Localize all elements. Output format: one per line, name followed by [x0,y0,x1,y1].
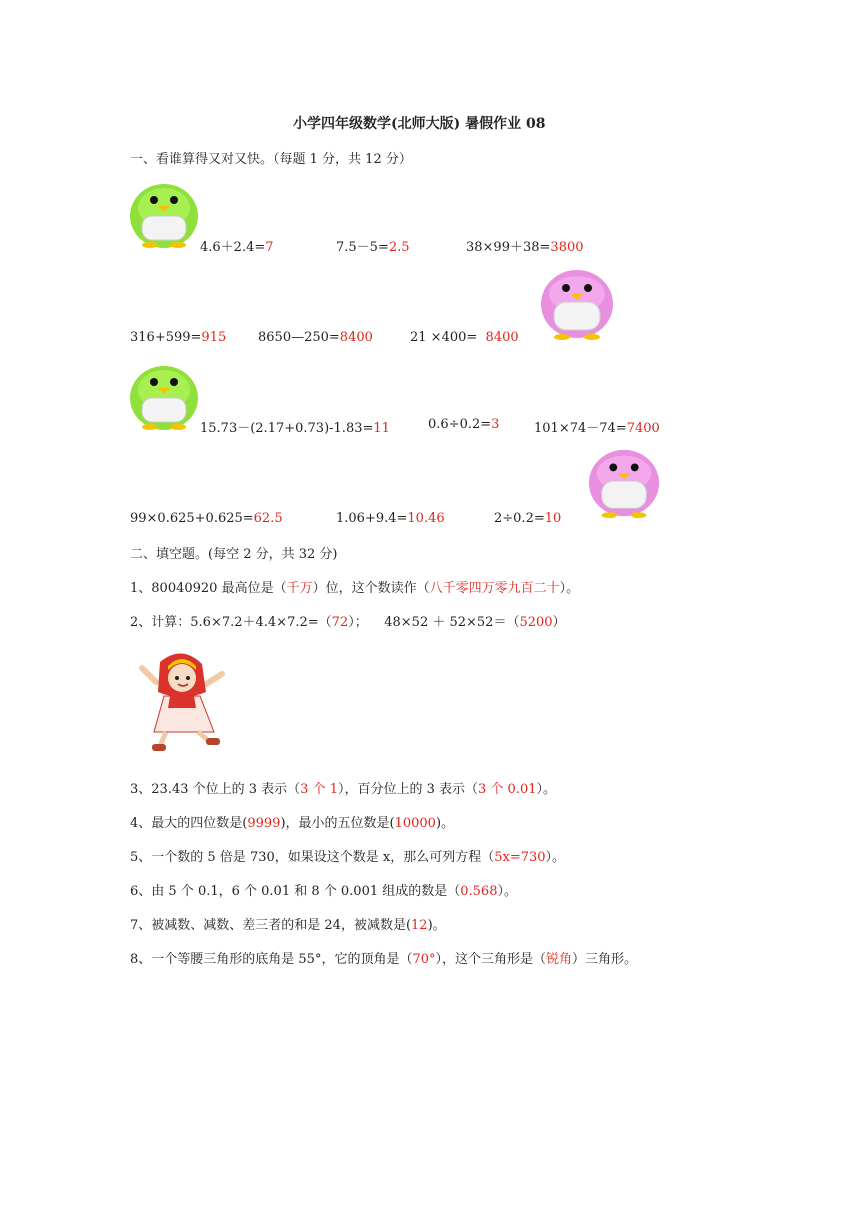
problem: 38×99＋38=3800 [466,240,584,255]
question-2: 2、计算：5.6×7.2＋4.4×7.2=（72）； 48×52 ＋ 52×52＝（5200） [130,615,566,630]
problem: 21 ×400= 8400 [410,330,519,345]
girl-illustration [136,648,228,752]
problem: 4.6＋2.4=7 [200,240,274,255]
green-penguin-icon [128,178,200,250]
pink-penguin-icon [536,266,618,342]
question-5: 5、一个数的 5 倍是 730，如果设这个数是 x，那么可列方程（5x=730）。 [130,850,566,865]
question-7: 7、被减数、减数、差三者的和是 24，被减数是(12)。 [130,918,446,933]
problem: 0.6÷0.2=3 [428,417,500,432]
question-1: 1、80040920 最高位是（千万）位，这个数读作（八千零四万零九百二十）。 [130,581,580,596]
problem: 7.5－5=2.5 [336,240,410,255]
page-title: 小学四年级数学(北师大版) 暑假作业 08 [293,116,546,132]
question-4: 4、最大的四位数是(9999)，最小的五位数是(10000)。 [130,816,455,831]
pink-penguin-icon [584,446,664,520]
question-6: 6、由 5 个 0.1，6 个 0.01 和 8 个 0.001 组成的数是（0.568）。 [130,884,517,899]
green-penguin-icon [128,360,200,432]
problem: 15.73－(2.17+0.73)-1.83=11 [200,421,390,436]
problem: 2÷0.2=10 [494,511,562,526]
section2-heading: 二、填空题。(每空 2 分，共 32 分) [130,547,338,562]
section1-heading: 一、看谁算得又对又快。（每题 1 分，共 12 分） [130,152,412,167]
problem: 1.06+9.4=10.46 [336,511,445,526]
question-8: 8、一个等腰三角形的底角是 55°，它的顶角是（70°），这个三角形是（锐角）三角形。 [130,952,638,967]
problem: 101×74－74=7400 [534,421,660,436]
problem: 8650—250=8400 [258,330,373,345]
problem: 99×0.625+0.625=62.5 [130,511,283,526]
problem: 316+599=915 [130,330,227,345]
question-3: 3、23.43 个位上的 3 表示（3 个 1），百分位上的 3 表示（3 个 0.01）。 [130,782,557,797]
